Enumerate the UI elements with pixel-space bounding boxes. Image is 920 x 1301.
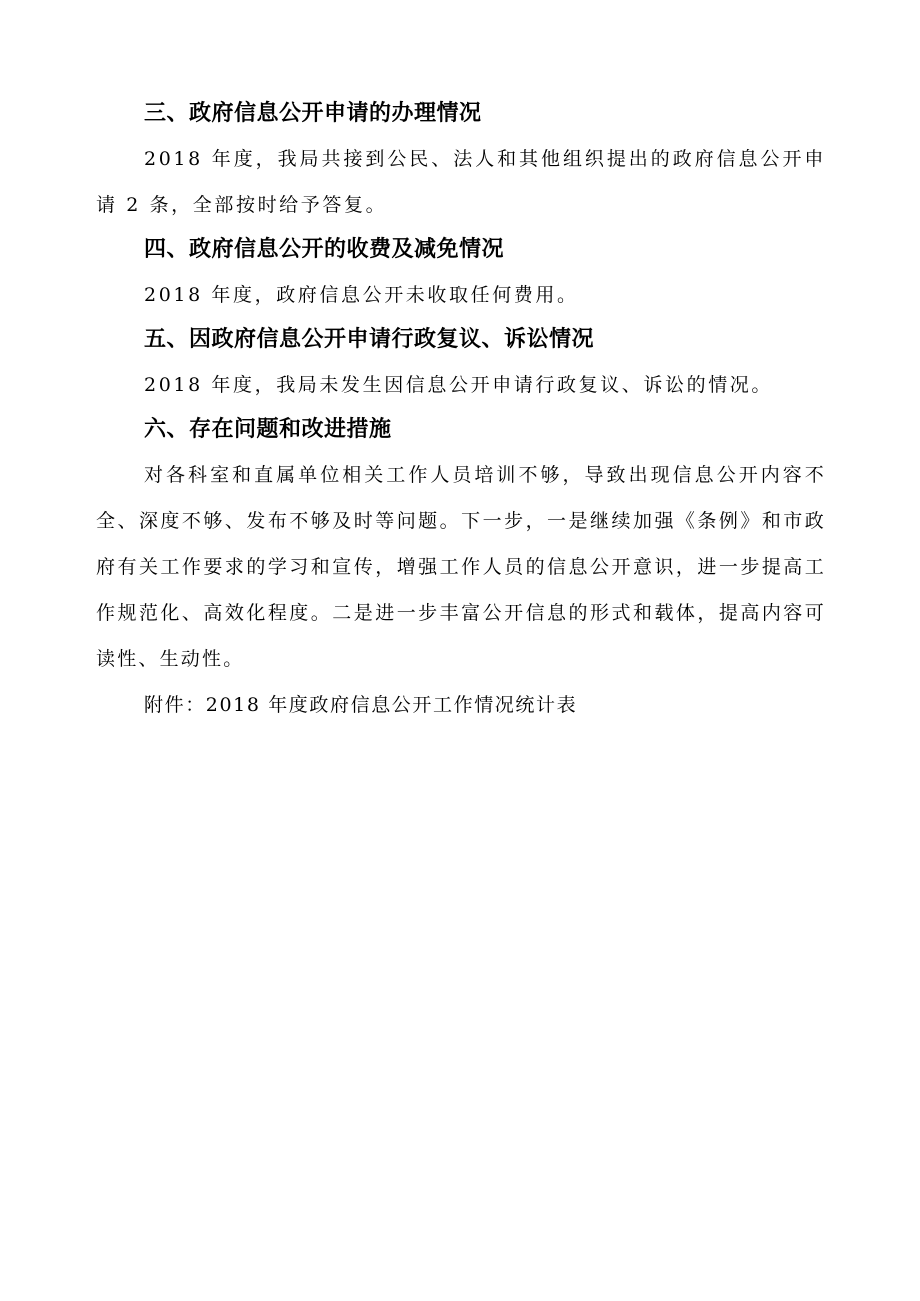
section-problems-improvements: [96, 408, 826, 682]
document-page: [96, 92, 826, 728]
section-application-handling: [96, 92, 826, 228]
section-paragraph: 2018 年度，政府信息公开未收取任何费用。: [144, 284, 579, 306]
section-heading: 五、因政府信息公开申请行政复议、诉讼情况: [144, 327, 595, 352]
section-heading: 四、政府信息公开的收费及减免情况: [144, 237, 505, 262]
section-heading: 六、存在问题和改进措施: [144, 417, 392, 442]
section-paragraph: 对各科室和直属单位相关工作人员培训不够，导致出现信息公开内容不全、深度不够、发布不够及时等问题。下一步，一是继续加强《条例》和市政府有关工作要求的学习和宣传，增强工作人员的信息公开意识，进一步提高工作规范化、高效化程度。二是进一步丰富公开信息的形式和载体，提高内容可读性、生动性。: [96, 464, 826, 670]
section-fees: [96, 228, 826, 318]
section-review-litigation: [96, 318, 826, 408]
section-paragraph: 2018 年度，我局共接到公民、法人和其他组织提出的政府信息公开申请 2 条，全部按时给予答复。: [96, 148, 826, 216]
attachment-line: 附件：2018 年度政府信息公开工作情况统计表: [144, 694, 578, 716]
section-paragraph: 2018 年度，我局未发生因信息公开申请行政复议、诉讼的情况。: [144, 374, 773, 396]
section-heading: 三、政府信息公开申请的办理情况: [144, 101, 482, 126]
